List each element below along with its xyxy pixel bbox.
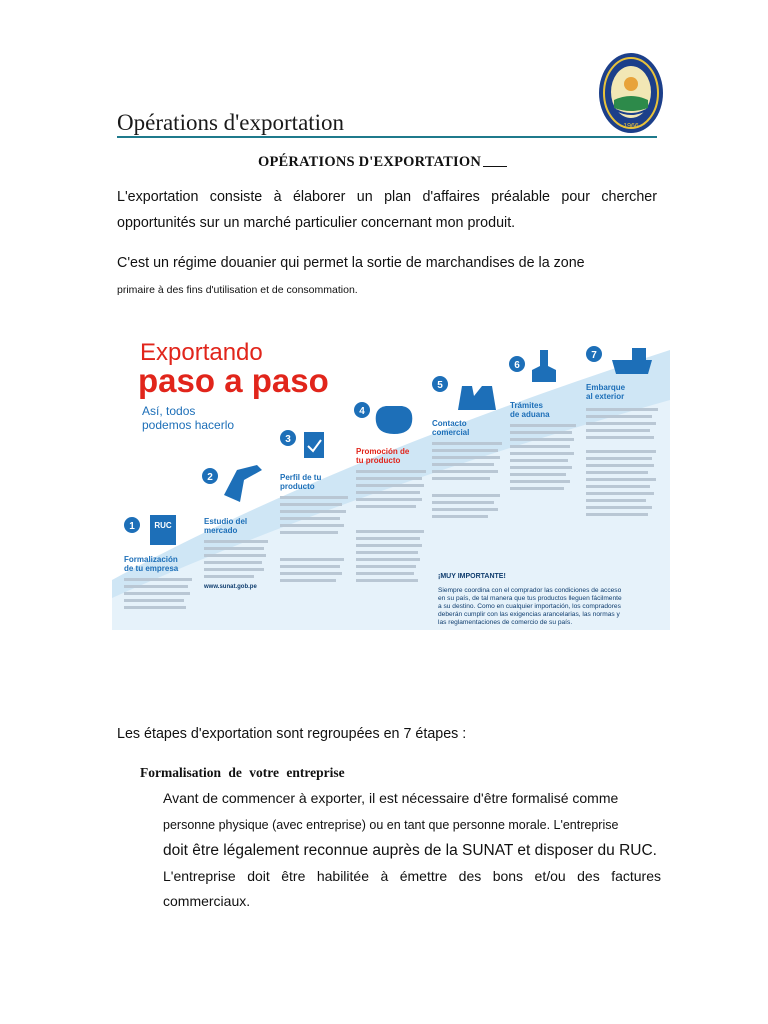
- document-title: OPÉRATIONS D'EXPORTATION: [258, 154, 507, 171]
- section-heading-formalisation: Formalisation de votre entreprise: [140, 765, 345, 780]
- checkbox-clipboard-icon: [304, 432, 324, 458]
- section-line-4: L'entreprise doit être habilitée à émettre des bons et/ou des factures commerciaux.: [163, 867, 661, 909]
- paragraph-customs-regime: [117, 250, 657, 303]
- step-7-title1: Embarque: [586, 383, 626, 392]
- important-text-1: Siempre coordina con el comprador las condiciones de acceso: [438, 587, 622, 594]
- step-1-number: 1: [129, 521, 135, 532]
- infographic-title-line1: Exportando: [140, 339, 263, 366]
- sunat-website: www.sunat.gob.pe: [204, 584, 257, 590]
- vase-icon: [376, 406, 413, 434]
- infographic-subtitle-line1: Así, todos: [142, 404, 196, 418]
- section-line-3: doit être légalement reconnue auprès de la SUNAT et disposer du RUC.: [163, 842, 657, 859]
- paragraph-customs-main: C'est un régime douanier qui permet la sortie de marchandises de la zone: [117, 255, 585, 271]
- step-3-title2: producto: [280, 482, 315, 491]
- paragraph-export-definition: L'exportation consiste à élaborer un plan d'affaires préalable pour chercher opportunités sur un marché particulier concernant mon produit.: [117, 189, 657, 231]
- step-3-title1: Perfil de tu: [280, 473, 322, 482]
- step-3-number: 3: [285, 434, 291, 445]
- section-line-1: Avant de commencer à exporter, il est nécessaire d'être formalisé comme: [163, 790, 619, 806]
- section-body-formalisation: [163, 786, 661, 915]
- step-2-title2: mercado: [204, 526, 238, 535]
- step-4-title2: tu producto: [356, 456, 401, 465]
- step-6-number: 6: [514, 360, 520, 371]
- ruc-document-icon: [150, 515, 176, 545]
- step-5-number: 5: [437, 380, 443, 391]
- step-7-title2: al exterior: [586, 392, 625, 401]
- step-1-title1: Formalización: [124, 555, 178, 564]
- export-steps-infographic: [112, 330, 670, 630]
- step-2-number: 2: [207, 472, 213, 483]
- paragraph-customs-small: primaire à des fins d'utilisation et de consommation.: [117, 284, 358, 296]
- ruc-label: RUC: [154, 521, 172, 530]
- step-5-title1: Contacto: [432, 419, 467, 428]
- header-rule: [117, 136, 657, 138]
- step-1-title2: de tu empresa: [124, 564, 179, 573]
- binoculars-person-icon: [224, 465, 262, 502]
- step-4-title1: Promoción de: [356, 447, 410, 456]
- ship-containers-icon: [612, 348, 652, 374]
- step-5-title2: comercial: [432, 428, 470, 437]
- step-7-number: 7: [591, 350, 597, 361]
- handshake-icon: [458, 386, 496, 410]
- important-text-3: a su destino. Como en cualquier importación, los compradores: [438, 603, 621, 610]
- important-text-2: en su país, de tal manera que tus productos lleguen fácilmente: [438, 595, 622, 602]
- step-2-title1: Estudio del: [204, 517, 248, 526]
- stamp-icon: [532, 350, 556, 382]
- step-6-title1: Trámites: [510, 401, 543, 410]
- infographic-title-line2: paso a paso: [138, 362, 329, 399]
- section-line-2: personne physique (avec entreprise) ou en tant que personne morale. L'entreprise: [163, 817, 619, 832]
- page-header-title: Opérations d'exportation: [117, 110, 345, 135]
- important-title: ¡MUY IMPORTANTE!: [438, 573, 506, 580]
- step-6-title2: de aduana: [510, 410, 550, 419]
- steps-intro-text: Les étapes d'exportation sont regroupées en 7 étapes :: [117, 726, 467, 742]
- important-text-5: las reglamentaciones de comercio de su país.: [438, 619, 573, 626]
- step-4-number: 4: [359, 406, 365, 417]
- important-text-4: deberán cumplir con las exigencias arancelarias, las normas y: [438, 611, 620, 618]
- university-seal-logo: [598, 52, 664, 134]
- infographic-subtitle-line2: podemos hacerlo: [142, 418, 235, 432]
- seal-year: 1966: [623, 123, 639, 130]
